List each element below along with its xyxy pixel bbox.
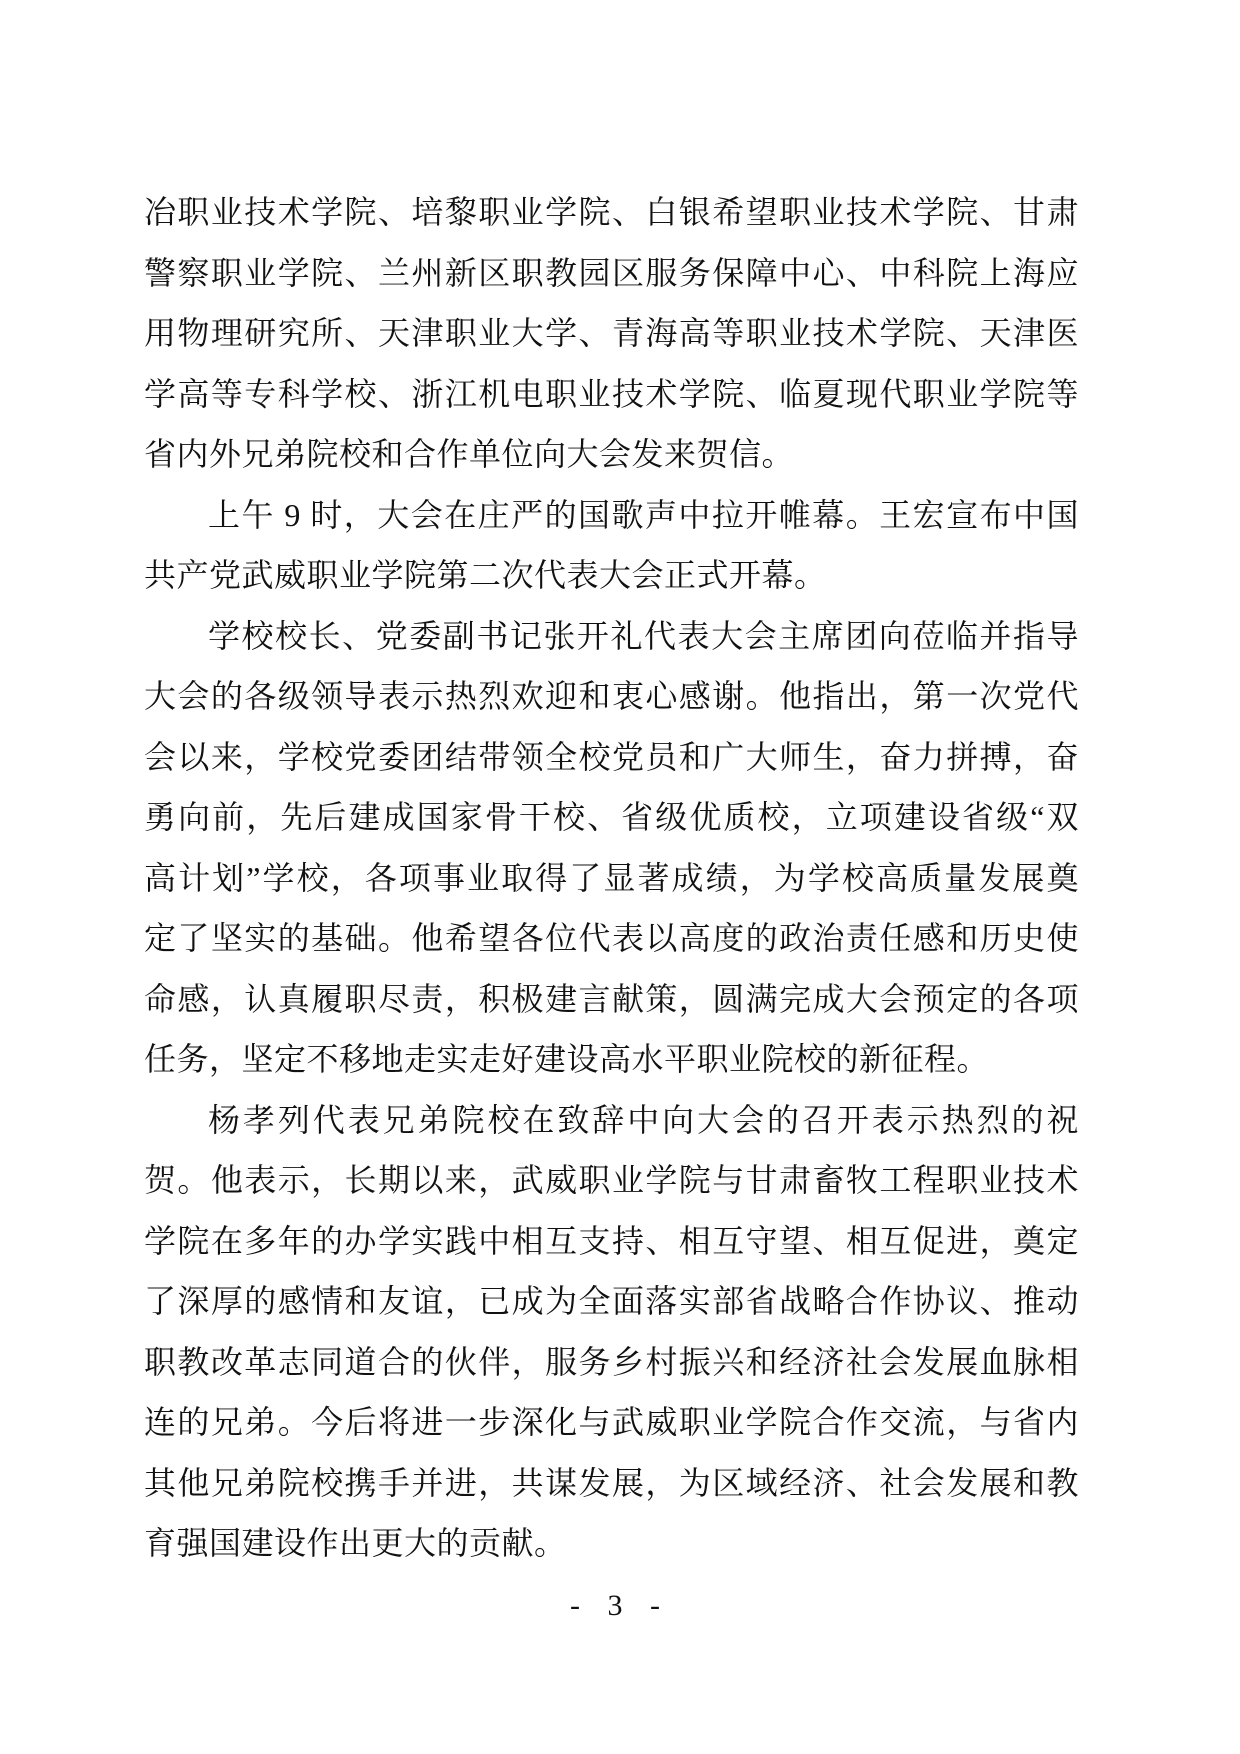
text-line: 任务，坚定不移地走实走好建设高水平职业院校的新征程。	[144, 1041, 990, 1077]
text-line: 连的兄弟。今后将进一步深化与武威职业学院合作交流，与省内	[144, 1404, 1079, 1440]
text-line: 省内外兄弟院校和合作单位向大会发来贺信。	[144, 436, 795, 472]
text-line: 高计划”学校，各项事业取得了显著成绩，为学校高质量发展奠	[144, 859, 1079, 896]
text-line: 了深厚的感情和友谊，已成为全面落实部省战略合作协议、推动	[144, 1283, 1079, 1319]
text-line: 共产党武威职业学院第二次代表大会正式开幕。	[144, 557, 827, 593]
text-line: 杨孝列代表兄弟院校在致辞中向大会的召开表示热烈的祝	[208, 1101, 1079, 1138]
text-line: 职教改革志同道合的伙伴，服务乡村振兴和经济社会发展血脉相	[144, 1343, 1079, 1380]
text-line: 冶职业技术学院、培黎职业学院、白银希望职业技术学院、甘肃	[144, 194, 1079, 230]
text-line: 学高等专科学校、浙江机电职业技术学院、临夏现代职业学院等	[144, 375, 1079, 412]
page-number: - 3 -	[570, 1589, 670, 1622]
text-line: 命感，认真履职尽责，积极建言献策，圆满完成大会预定的各项	[144, 980, 1079, 1017]
text-line: 学院在多年的办学实践中相互支持、相互守望、相互促进，奠定	[144, 1222, 1079, 1259]
text-line: 其他兄弟院校携手并进，共谋发展，为区域经济、社会发展和教	[144, 1464, 1079, 1501]
document-body	[144, 182, 1079, 1574]
text-line: 定了坚实的基础。他希望各位代表以高度的政治责任感和历史使	[144, 920, 1079, 956]
text-line: 勇向前，先后建成国家骨干校、省级优质校，立项建设省级“双	[144, 799, 1079, 835]
text-line: 大会的各级领导表示热烈欢迎和衷心感谢。他指出，第一次党代	[144, 678, 1079, 714]
text-line: 用物理研究所、天津职业大学、青海高等职业技术学院、天津医	[144, 315, 1079, 351]
text-line: 警察职业学院、兰州新区职教园区服务保障中心、中科院上海应	[144, 254, 1079, 291]
text-line: 上午 9 时，大会在庄严的国歌声中拉开帷幕。王宏宣布中国	[208, 496, 1079, 533]
text-line: 贺。他表示，长期以来，武威职业学院与甘肃畜牧工程职业技术	[144, 1162, 1079, 1198]
text-line: 学校校长、党委副书记张开礼代表大会主席团向莅临并指导	[208, 617, 1079, 654]
text-line: 育强国建设作出更大的贡献。	[144, 1525, 567, 1561]
text-line: 会以来，学校党委团结带领全校党员和广大师生，奋力拼搏，奋	[144, 738, 1079, 775]
